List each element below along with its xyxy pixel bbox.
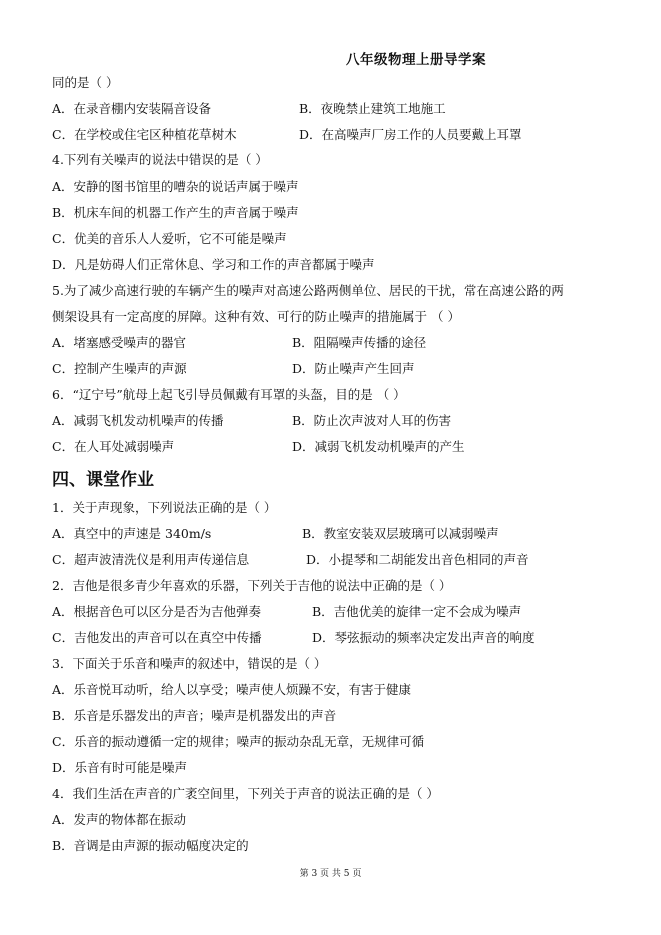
page-footer: 第 3 页 共 5 页 [299, 869, 362, 879]
option-a: A．发声的物体都在振动 [52, 812, 187, 827]
option-c: C．在人耳处减弱噪声 [52, 439, 175, 454]
option-d: D．在高噪声厂房工作的人员要戴上耳罩 [299, 127, 522, 142]
option-b: B．音调是由声源的振动幅度决定的 [52, 838, 249, 853]
text-line: 同的是（ ） [52, 75, 119, 90]
option-b: B．教室安装双层玻璃可以减弱噪声 [302, 526, 499, 541]
option-b: B．阻隔噪声传播的途径 [292, 335, 427, 350]
question-6: 6．“辽宁号”航母上起飞引导员佩戴有耳罩的头盔，目的是 （ ） [52, 387, 406, 402]
option-b: B．机床车间的机器工作产生的声音属于噪声 [52, 205, 299, 220]
option-a: A．根据音色可以区分是否为吉他弹奏 [52, 604, 262, 619]
option-a: A．真空中的声速是 340m/s [52, 526, 212, 541]
option-a: A．减弱飞机发动机噪声的传播 [52, 413, 224, 428]
question-4: 4．我们生活在声音的广袤空间里，下列关于声音的说法正确的是（ ） [52, 786, 439, 801]
question-5-cont: 侧架设具有一定高度的屏障。这种有效、可行的防止噪声的措施属于 （ ） [52, 309, 460, 324]
option-d: D．防止噪声产生回声 [292, 361, 415, 376]
option-c: C．在学校或住宅区种植花草树木 [52, 127, 237, 142]
option-c: C．超声波清洗仪是利用声传递信息 [52, 552, 250, 567]
option-c: C．乐音的振动遵循一定的规律；噪声的振动杂乱无章，无规律可循 [52, 734, 425, 749]
option-b: B．乐音是乐器发出的声音；噪声是机器发出的声音 [52, 708, 337, 723]
option-c: C．优美的音乐人人爱听，它不可能是噪声 [52, 231, 287, 246]
option-b: B．夜晚禁止建筑工地施工 [299, 101, 446, 116]
document-header: 八年级物理上册导学案 [346, 52, 486, 68]
option-c: C．控制产生噪声的声源 [52, 361, 187, 376]
question-5: 5.为了减少高速行驶的车辆产生的噪声对高速公路两侧单位、居民的干扰，常在高速公路的两 [52, 283, 564, 298]
option-d: D．减弱飞机发动机噪声的产生 [292, 439, 465, 454]
option-d: D．小提琴和二胡能发出音色相同的声音 [306, 552, 529, 567]
option-a: A．乐音悦耳动听，给人以享受；噪声使人烦躁不安，有害于健康 [52, 682, 412, 697]
section-title: 四、课堂作业 [52, 470, 154, 490]
option-d: D．乐音有时可能是噪声 [52, 760, 188, 775]
option-a: A．在录音棚内安装隔音设备 [52, 101, 212, 116]
question-2: 2．吉他是很多青少年喜欢的乐器，下列关于吉他的说法中正确的是（ ） [52, 578, 452, 593]
option-d: D．琴弦振动的频率决定发出声音的响度 [312, 630, 535, 645]
option-a: A．安静的图书馆里的嘈杂的说话声属于噪声 [52, 179, 299, 194]
option-a: A．堵塞感受噪声的器官 [52, 335, 187, 350]
option-d: D．凡是妨碍人们正常休息、学习和工作的声音都属于噪声 [52, 257, 375, 272]
option-c: C．吉他发出的声音可以在真空中传播 [52, 630, 262, 645]
option-b: B．防止次声波对人耳的伤害 [292, 413, 452, 428]
option-b: B．吉他优美的旋律一定不会成为噪声 [312, 604, 522, 619]
question-4: 4.下列有关噪声的说法中错误的是（ ） [52, 152, 268, 167]
question-3: 3．下面关于乐音和噪声的叙述中，错误的是（ ） [52, 656, 327, 671]
question-1: 1．关于声现象，下列说法正确的是（ ） [52, 500, 277, 515]
